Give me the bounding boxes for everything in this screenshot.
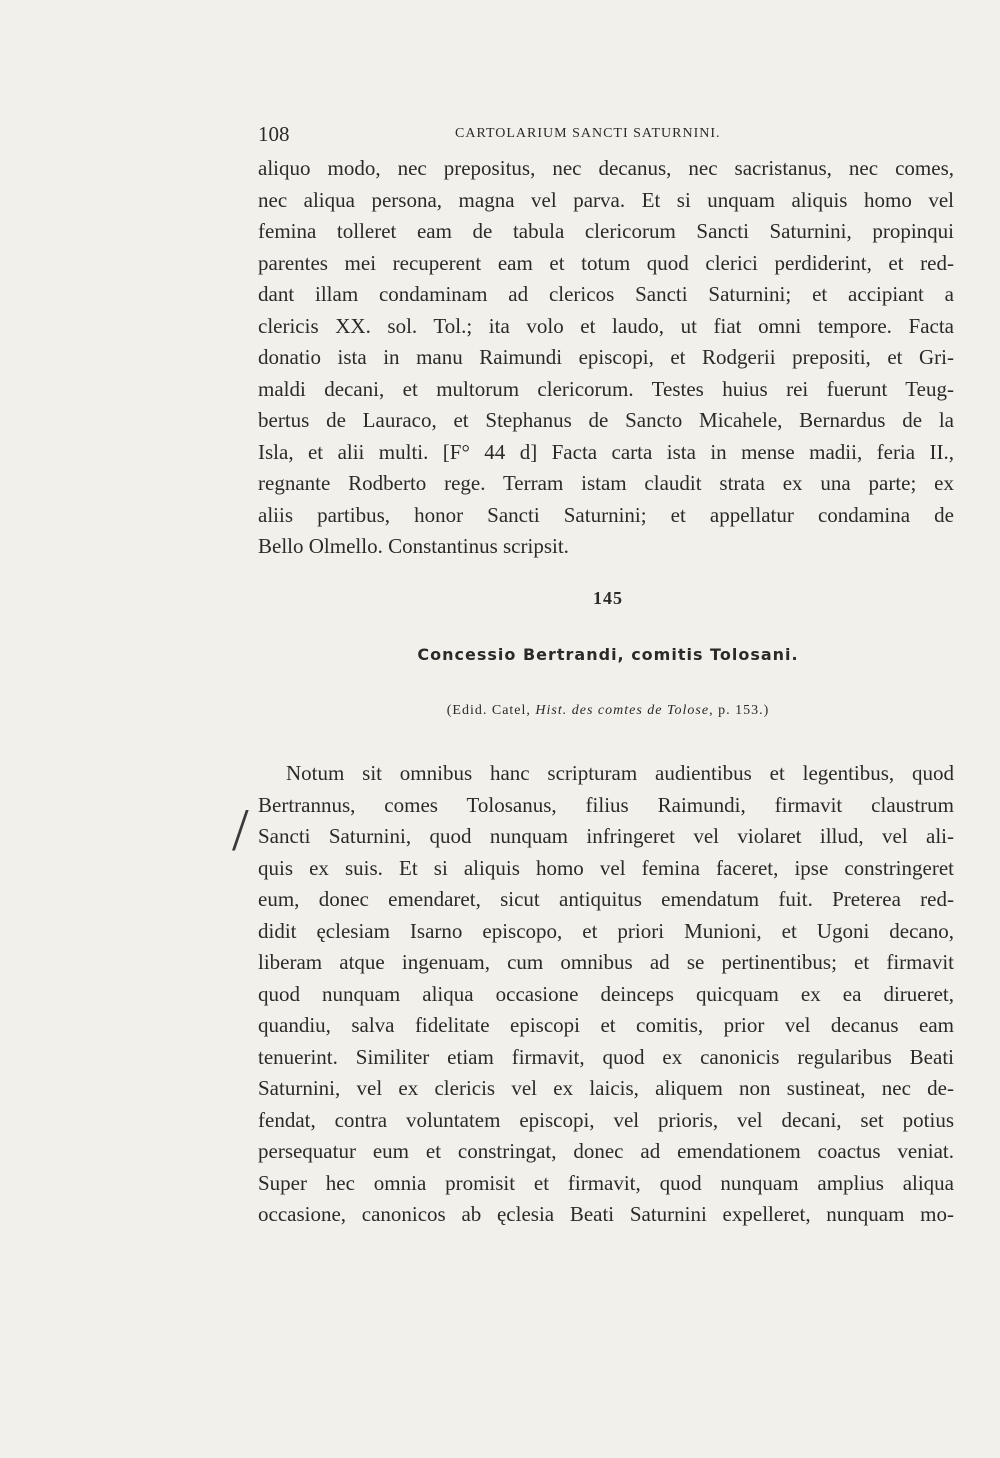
page-number: 108 [258,122,290,146]
text-line: parentes mei recuperent eam et totum quod clerici perdiderint, et red- [258,250,954,275]
text-line: Super hec omnia promisit et firmavit, quod nunquam amplius aliqua [258,1170,954,1195]
text-line: occasione, canonicos ab ęclesia Beati Saturnini expelleret, nunquam mo- [258,1202,954,1226]
text-line: Sancti Saturnini, quod nunquam infringeret vel violaret illud, vel ali- [258,824,954,848]
charter-text [258,758,954,1231]
text-line: Isla, et alii multi. [F° 44 d] Facta carta ista in mense madii, feria II., [258,439,954,464]
text-line: liberam atque ingenuam, cum omnibus ad se pertinentibus; et firmavit [258,950,954,974]
text-line: tenuerint. Similiter etiam firmavit, quod ex canonicis regularibus Beati [258,1044,954,1069]
running-head [258,118,958,150]
text-line: clericis XX. sol. Tol.; ita volo et laudo, ut fiat omni tempore. Facta [258,313,954,338]
edition-note-work: Hist. des comtes de Tolose [535,703,710,718]
charter-title: Concessio Bertrandi, comitis Tolosani. [417,645,799,664]
text-line: fendat, contra voluntatem episcopi, vel prioris, vel decani, set potius [258,1107,954,1132]
text-line: Bello Olmello. Constantinus scripsit. [258,534,569,558]
text-line: quod nunquam aliqua occasione deinceps quicquam ex ea dirueret, [258,981,954,1006]
previous-charter-text [258,153,954,563]
text-line: eum, donec emendaret, sicut antiquitus emendatum fuit. Preterea red- [258,887,954,911]
text-line: Bertrannus, comes Tolosanus, filius Raimundi, firmavit claustrum [258,792,954,817]
text-line: donatio ista in manu Raimundi episcopi, et Rodgerii prepositi, et Gri- [258,345,954,369]
edition-note-suffix: , p. 153.) [709,703,770,718]
text-line: bertus de Lauraco, et Stephanus de Sancto Micahele, Bernardus de la [258,408,954,432]
edition-note-prefix: (Edid. Catel, [446,703,536,718]
text-line: didit ęclesiam Isarno episcopo, et priori Munioni, et Ugoni decano, [258,918,954,943]
text-line: aliquo modo, nec prepositus, nec decanus, nec sacristanus, nec comes, [258,156,954,180]
text-line: quis ex suis. Et si aliquis homo vel femina faceret, ipse constringeret [258,855,954,880]
text-line: Notum sit omnibus hanc scripturam audientibus et legentibus, quod [286,761,954,785]
text-line: maldi decani, et multorum clericorum. Testes huius rei fuerunt Teug- [258,376,954,401]
text-line: persequatur eum et constringat, donec ad emendationem coactus veniat. [258,1139,954,1163]
text-line: Saturnini, vel ex clericis vel ex laicis, aliquem non sustineat, nec de- [258,1076,954,1100]
charter-number: 145 [593,588,623,608]
text-line: dant illam condaminam ad clericos Sancti Saturnini; et accipiant a [258,282,954,306]
text-line: quandiu, salva fidelitate episcopi et comitis, prior vel decanus eam [258,1013,954,1037]
text-line: femina tolleret eam de tabula clericorum Sancti Saturnini, propinqui [258,219,954,243]
text-line: aliis partibus, honor Sancti Saturnini; et appellatur condamina de [258,502,954,527]
edition-note [0,703,1000,719]
margin-slash-mark: / [232,797,249,863]
running-title: CARTOLARIUM SANCTI SATURNINI. [455,126,721,141]
text-line: regnante Rodberto rege. Terram istam claudit strata ex una parte; ex [258,471,954,495]
text-line: nec aliqua persona, magna vel parva. Et si unquam aliquis homo vel [258,187,954,212]
